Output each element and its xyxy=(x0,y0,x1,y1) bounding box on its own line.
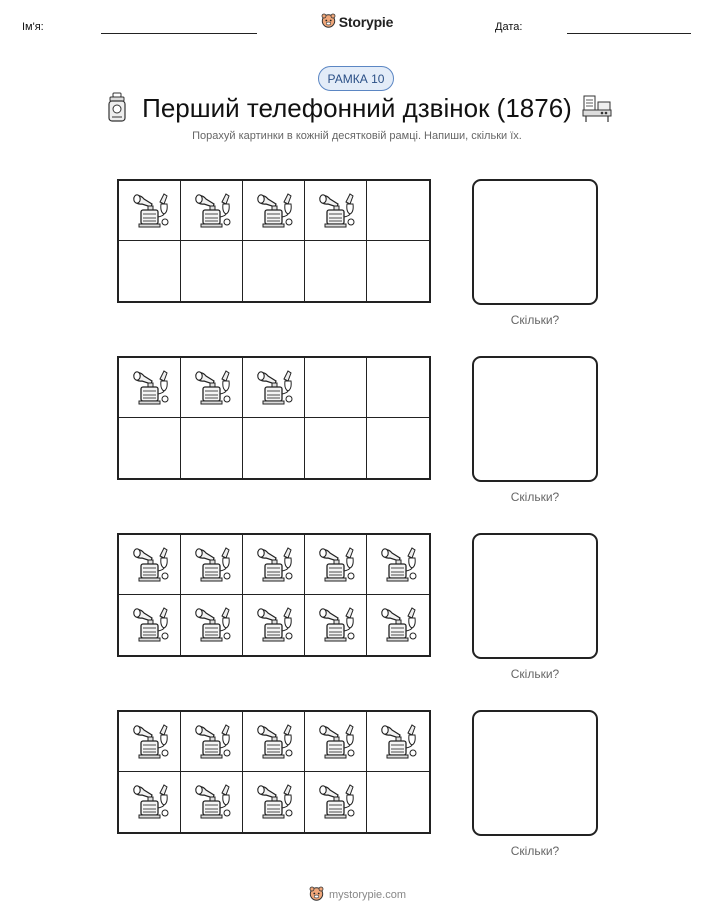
ten-frame xyxy=(117,179,431,303)
ten-frame-cell xyxy=(367,418,429,478)
answer-box[interactable] xyxy=(472,179,598,305)
ten-frame-cell xyxy=(305,712,367,772)
ten-frame-cell xyxy=(243,418,305,478)
ten-frame-cell xyxy=(181,595,243,655)
antique-telephone-icon xyxy=(377,604,419,646)
ten-frame-cell xyxy=(181,358,243,418)
storypie-mascot-icon xyxy=(308,886,325,903)
ten-frame-cell xyxy=(367,535,429,595)
footer-url: mystorypie.com xyxy=(328,888,407,901)
ten-frame-cell xyxy=(305,241,367,301)
antique-telephone-icon xyxy=(129,781,171,823)
how-many-label: Скільки? xyxy=(510,667,560,681)
ten-frame xyxy=(117,533,431,657)
ten-frame-cell xyxy=(181,181,243,241)
ten-frame-cell xyxy=(367,772,429,832)
ten-frame-cell xyxy=(119,772,181,832)
ten-frame-cell xyxy=(181,535,243,595)
antique-telephone-icon xyxy=(377,721,419,763)
ten-frame-cell xyxy=(367,712,429,772)
antique-telephone-icon xyxy=(129,604,171,646)
antique-telephone-icon xyxy=(191,190,233,232)
storypie-mascot-icon xyxy=(321,13,336,30)
antique-telephone-icon xyxy=(129,544,171,586)
antique-telephone-icon xyxy=(253,544,295,586)
answer-box[interactable] xyxy=(472,710,598,836)
ten-frame-cell xyxy=(305,535,367,595)
antique-telephone-icon xyxy=(129,190,171,232)
ten-frame-cell xyxy=(243,358,305,418)
ten-frame-cell xyxy=(119,241,181,301)
ten-frame-cell xyxy=(243,595,305,655)
antique-telephone-icon xyxy=(253,781,295,823)
ten-frame-cell xyxy=(181,712,243,772)
name-label: Ім'я: xyxy=(22,21,44,33)
antique-telephone-icon xyxy=(315,544,357,586)
ten-frame-cell xyxy=(181,418,243,478)
instructions: Порахуй картинки в кожній десятковій рамці. Напиши, скільки їх. xyxy=(192,130,522,142)
brand-name: Storypie xyxy=(338,13,394,30)
ten-frame-cell xyxy=(243,181,305,241)
antique-telephone-icon xyxy=(315,781,357,823)
antique-telephone-icon xyxy=(129,721,171,763)
footer xyxy=(0,886,714,903)
how-many-label: Скільки? xyxy=(510,313,560,327)
antique-telephone-icon xyxy=(129,367,171,409)
antique-telephone-icon xyxy=(253,367,295,409)
ten-frame-cell xyxy=(367,595,429,655)
ten-frame-cell xyxy=(367,241,429,301)
ten-frame-cell xyxy=(243,241,305,301)
antique-telephone-icon xyxy=(315,721,357,763)
ten-frame-cell xyxy=(305,418,367,478)
date-line[interactable] xyxy=(567,33,691,34)
antique-telephone-icon xyxy=(191,367,233,409)
antique-telephone-icon xyxy=(253,721,295,763)
ten-frame-cell xyxy=(305,772,367,832)
antique-telephone-icon xyxy=(191,721,233,763)
page-title: Перший телефонний дзвінок (1876) xyxy=(142,93,572,123)
ten-frame-cell xyxy=(119,181,181,241)
name-line[interactable] xyxy=(101,33,257,34)
ten-frame-cell xyxy=(119,418,181,478)
ten-frame xyxy=(117,356,431,480)
ten-frame xyxy=(117,710,431,834)
ten-frame-cell xyxy=(367,358,429,418)
antique-telephone-icon xyxy=(191,544,233,586)
antique-telephone-icon xyxy=(315,604,357,646)
ten-frame-cell xyxy=(305,181,367,241)
antique-telephone-icon xyxy=(315,190,357,232)
ten-frame-cell xyxy=(181,772,243,832)
answer-box[interactable] xyxy=(472,533,598,659)
ten-frame-cell xyxy=(243,712,305,772)
ten-frame-cell xyxy=(119,535,181,595)
ten-frame-cell xyxy=(367,181,429,241)
antique-telephone-icon xyxy=(191,781,233,823)
antique-telephone-icon xyxy=(377,544,419,586)
ten-frame-cell xyxy=(243,772,305,832)
frame-type-badge: РАМКА 10 xyxy=(318,66,394,91)
antique-telephone-icon xyxy=(253,190,295,232)
how-many-label: Скільки? xyxy=(510,490,560,504)
antique-telephone-icon xyxy=(253,604,295,646)
answer-box[interactable] xyxy=(472,356,598,482)
ten-frame-cell xyxy=(119,358,181,418)
date-label: Дата: xyxy=(495,21,523,33)
ten-frame-cell xyxy=(181,241,243,301)
antique-telephone-icon xyxy=(191,604,233,646)
telephone-switchboard-icon xyxy=(582,93,612,123)
ten-frame-cell xyxy=(243,535,305,595)
ten-frame-cell xyxy=(305,358,367,418)
ten-frame-cell xyxy=(119,595,181,655)
brand-logo xyxy=(0,13,714,30)
how-many-label: Скільки? xyxy=(510,844,560,858)
ten-frame-cell xyxy=(305,595,367,655)
ten-frame-cell xyxy=(119,712,181,772)
